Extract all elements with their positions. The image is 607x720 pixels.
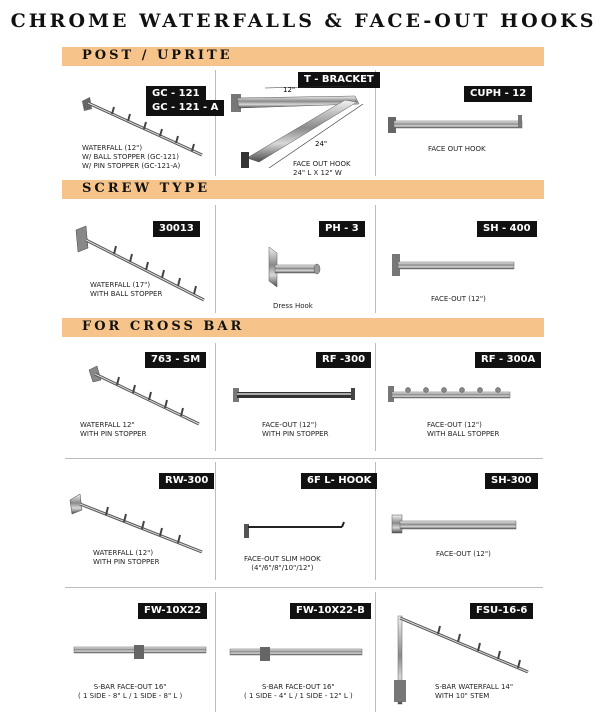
face-out-hook-image <box>390 513 522 539</box>
t-bracket-image <box>225 82 370 172</box>
face-out-hook-image <box>386 382 516 408</box>
section-post-uprite <box>62 47 544 66</box>
caption-line: FACE OUT HOOK <box>293 160 351 168</box>
product-code: 6F L- HOOK <box>301 473 377 489</box>
caption-line: WITH PIN STOPPER <box>93 558 160 566</box>
s-bar-face-out-image <box>72 641 208 663</box>
caption-line: FACE-OUT (12") <box>431 295 486 303</box>
dimension-label: 12" <box>283 86 296 94</box>
caption-line: (4"/6"/8"/10"/12") <box>251 564 314 572</box>
divider <box>215 205 216 313</box>
caption-line: W/ PIN STOPPER (GC-121-A) <box>82 162 181 170</box>
caption-line: WATERFALL (12") <box>82 144 143 152</box>
caption-line: S-BAR WATERFALL 14" <box>435 683 514 691</box>
caption-line: ( 1 SIDE - 8" L / 1 SIDE - 8" L ) <box>78 692 183 700</box>
product-code: FW-10X22 <box>138 603 207 619</box>
caption-line: WATERFALL (12") <box>93 549 154 557</box>
caption-line: S-BAR FACE-OUT 16" <box>261 683 335 691</box>
product-code: PH - 3 <box>319 221 365 237</box>
product-code: 763 - SM <box>145 352 206 368</box>
caption-line: WATERFALL 12" <box>80 421 135 429</box>
product-code: GC - 121 - A <box>146 100 224 116</box>
caption-line: S-BAR FACE-OUT 16" <box>93 683 167 691</box>
caption-line: FACE OUT HOOK <box>428 145 486 153</box>
caption-line: WITH BALL STOPPER <box>90 290 163 298</box>
caption-line: FACE-OUT (12") <box>436 550 491 558</box>
divider <box>215 592 216 712</box>
caption-line: FACE-OUT (12") <box>262 421 317 429</box>
caption-line: WITH PIN STOPPER <box>262 430 329 438</box>
section-cross-bar <box>62 318 544 337</box>
product-code: SH - 400 <box>477 221 537 237</box>
page-title: CHROME WATERFALLS & FACE-OUT HOOKS <box>10 10 597 32</box>
product-code: RW-300 <box>159 473 214 489</box>
caption-line: FACE-OUT SLIM HOOK <box>244 555 321 563</box>
slim-hook-image <box>242 518 348 540</box>
caption-line: WITH PIN STOPPER <box>80 430 147 438</box>
s-bar-face-out-image <box>228 643 364 665</box>
product-code: 30013 <box>153 221 200 237</box>
divider <box>375 343 376 451</box>
section-label: SCREW TYPE <box>82 181 211 196</box>
product-code: SH-300 <box>485 473 538 489</box>
divider <box>215 343 216 451</box>
divider <box>65 587 543 588</box>
caption-line: Dress Hook <box>273 302 313 310</box>
caption-line: WITH 10" STEM <box>435 692 490 700</box>
product-code: T - BRACKET <box>298 72 380 88</box>
caption-line: WATERFALL (17") <box>90 281 151 289</box>
divider <box>375 592 376 712</box>
product-code: RF -300 <box>316 352 371 368</box>
product-code: RF - 300A <box>475 352 541 368</box>
section-label: POST / UPRITE <box>82 48 233 63</box>
caption-line: FACE-OUT (12") <box>427 421 482 429</box>
caption-line: WITH BALL STOPPER <box>427 430 500 438</box>
caption-line: W/ BALL STOPPER (GC-121) <box>82 153 179 161</box>
face-out-hook-image <box>390 252 518 280</box>
product-code: FW-10X22-B <box>290 603 371 619</box>
divider <box>215 70 216 176</box>
section-screw-type <box>62 180 544 199</box>
face-out-hook-image <box>386 113 528 139</box>
divider <box>65 458 543 459</box>
product-code: CUPH - 12 <box>464 86 532 102</box>
dress-hook-image <box>263 243 323 289</box>
section-label: FOR CROSS BAR <box>82 319 245 334</box>
caption-line: ( 1 SIDE - 4" L / 1 SIDE - 12" L ) <box>244 692 353 700</box>
product-code: GC - 121 <box>146 86 206 102</box>
divider <box>215 462 216 580</box>
product-code: FSU-16-6 <box>470 603 533 619</box>
caption-line: 24" L X 12" W <box>293 169 342 177</box>
divider <box>375 205 376 313</box>
dimension-label: 24" <box>315 140 328 148</box>
face-out-hook-image <box>231 386 361 406</box>
